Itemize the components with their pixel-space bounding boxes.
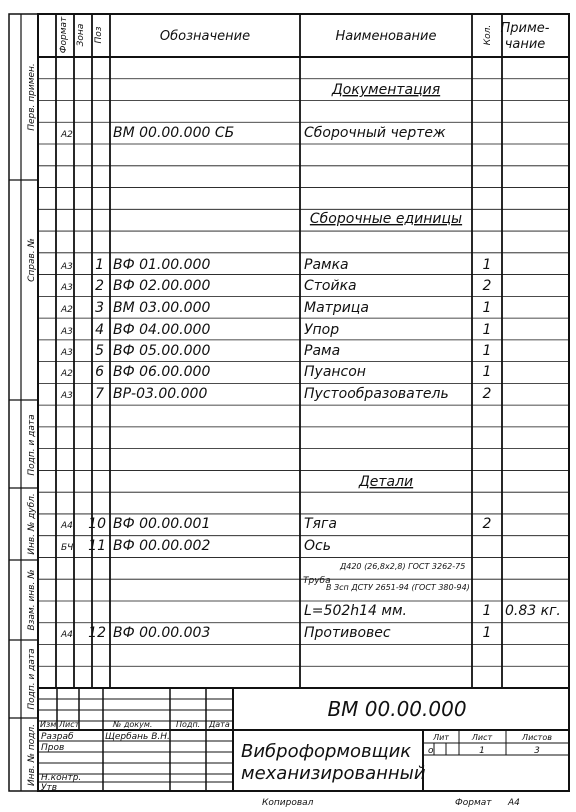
footer-format-label: Формат: [455, 798, 492, 808]
header-zone: Зона: [76, 23, 86, 47]
col-data: Дата: [209, 720, 230, 729]
table-row: [60, 278, 492, 294]
table-row: [60, 625, 491, 641]
row-pos: 5: [95, 343, 104, 359]
row-qty: 1: [482, 343, 492, 359]
row-designation: ВФ 05.00.000: [113, 343, 211, 359]
label-list: Лист: [471, 733, 493, 742]
margin-sprav-no: Справ. №: [27, 238, 37, 282]
row-pos: 2: [95, 278, 104, 294]
table-header: [59, 16, 550, 53]
footer-format-value: А4: [508, 798, 520, 808]
row-format: А3: [61, 262, 73, 272]
row-name: Ось: [304, 538, 331, 554]
margin-podp-data-2: Подп. и дата: [27, 648, 37, 710]
row-designation: ВМ 00.00.000 СБ: [113, 125, 235, 141]
header-designation: Обозначение: [159, 29, 251, 44]
row-qty: 1: [482, 300, 492, 316]
row-pos: 11: [88, 538, 106, 554]
listov-value: 3: [534, 746, 540, 756]
row-format: А4: [61, 521, 73, 531]
tube-word: Труба: [303, 576, 331, 586]
header-note-line1: Приме-: [500, 21, 550, 36]
row-name: Сборочный чертеж: [304, 125, 446, 141]
margin-inv-podl: Инв. № подл.: [27, 723, 37, 787]
row-name: Пуансон: [304, 364, 366, 380]
row-pos: 10: [88, 516, 106, 532]
footer: [262, 798, 520, 808]
row-designation: ВФ 01.00.000: [113, 257, 211, 273]
row-name: Упор: [304, 322, 340, 338]
row-pos: 1: [95, 257, 104, 273]
footer-copied: Копировал: [262, 798, 314, 808]
row-qty: 2: [482, 386, 492, 402]
row-pos: 4: [95, 322, 104, 338]
row-name: Матрица: [304, 300, 369, 316]
list-value: 1: [479, 746, 485, 756]
row-designation: ВФ 00.00.003: [113, 625, 211, 641]
row-designation: ВФ 00.00.001: [113, 516, 211, 532]
col-podp: Подп.: [176, 720, 201, 729]
margin-vzam-inv: Взам. инв. №: [27, 569, 37, 631]
tube-line2: В Зсп ДСТУ 2651-94 (ГОСТ 380-94): [326, 583, 470, 592]
row-designation: ВР-03.00.000: [113, 386, 208, 402]
table-row-tube-spec: [303, 562, 561, 619]
label-razrab: Разраб: [41, 732, 74, 742]
row-format: А2: [61, 130, 73, 140]
table-row: [61, 538, 331, 554]
margin-podp-data-1: Подп. и дата: [27, 414, 37, 476]
title-block: [38, 688, 569, 793]
header-name: Наименование: [335, 29, 437, 44]
row-pos: 12: [88, 625, 106, 641]
row-designation: ВФ 00.00.002: [113, 538, 211, 554]
row-pos: 3: [95, 300, 104, 316]
row-qty: 2: [482, 516, 492, 532]
row-format: А3: [61, 327, 73, 337]
tube-qty: 1: [482, 603, 492, 619]
doc-title-line1: Виброформовщик: [241, 741, 412, 762]
row-qty: 1: [482, 625, 492, 641]
lit-value: о: [428, 746, 434, 756]
row-format: А2: [61, 305, 73, 315]
row-format: А3: [61, 283, 73, 293]
row-pos: 6: [95, 364, 104, 380]
table-row: [60, 516, 492, 532]
label-listov: Листов: [522, 733, 552, 742]
table-row: [60, 300, 491, 316]
row-name: Рама: [304, 343, 341, 359]
doc-code: ВМ 00.00.000: [327, 697, 467, 721]
row-designation: ВФ 06.00.000: [113, 364, 211, 380]
section-documentation: Документация: [331, 82, 441, 98]
row-pos: 7: [95, 386, 104, 402]
row-format: А3: [61, 348, 73, 358]
header-format: Формат: [59, 16, 69, 54]
label-prov: Пров: [41, 743, 65, 753]
section-parts: Детали: [358, 474, 414, 490]
tube-note: 0.83 кг.: [505, 603, 561, 619]
row-name: Тяга: [304, 516, 337, 532]
row-qty: 1: [482, 364, 492, 380]
margin-inv-dubl: Инв. № дубл.: [27, 493, 37, 555]
header-qty: Кол.: [483, 24, 493, 46]
row-qty: 1: [482, 257, 492, 273]
header-pos: Поз: [94, 26, 104, 44]
label-n-kontr: Н.контр.: [41, 773, 82, 783]
tube-length: L=502h14 мм.: [304, 603, 407, 619]
header-note-line2: чание: [504, 37, 546, 52]
col-list: Лист: [59, 720, 80, 729]
section-assemblies: Сборочные единицы: [309, 211, 463, 227]
table-row: [60, 386, 492, 402]
label-utv: Утв: [41, 783, 58, 793]
frame: [9, 14, 569, 791]
row-name: Противовес: [304, 625, 391, 641]
table-row: [60, 343, 491, 359]
table-row: [60, 125, 446, 141]
table-row: [60, 364, 491, 380]
margin-labels: [27, 63, 37, 786]
table-row: [60, 322, 491, 338]
table-row: [60, 257, 491, 273]
razrab-name: Щербань В.Н.: [105, 732, 170, 742]
tube-line1: Д420 (26,8х2,8) ГОСТ 3262-75: [340, 562, 466, 571]
row-name: Стойка: [304, 278, 357, 294]
col-izm: Изм: [40, 720, 57, 729]
row-format: БЧ: [61, 543, 74, 553]
row-designation: ВФ 04.00.000: [113, 322, 211, 338]
row-qty: 2: [482, 278, 492, 294]
row-format: А3: [61, 391, 73, 401]
doc-title-line2: механизированный: [241, 763, 426, 784]
row-qty: 1: [482, 322, 492, 338]
row-format: А2: [61, 369, 73, 379]
label-lit: Лит: [433, 733, 449, 742]
row-designation: ВФ 02.00.000: [113, 278, 211, 294]
col-docum: № докум.: [113, 720, 153, 729]
row-name: Пустообразователь: [304, 386, 449, 402]
margin-perv-primen: Перв. примен.: [27, 63, 37, 131]
row-format: А4: [61, 630, 73, 640]
row-name: Рамка: [304, 257, 349, 273]
row-designation: ВМ 03.00.000: [113, 300, 211, 316]
